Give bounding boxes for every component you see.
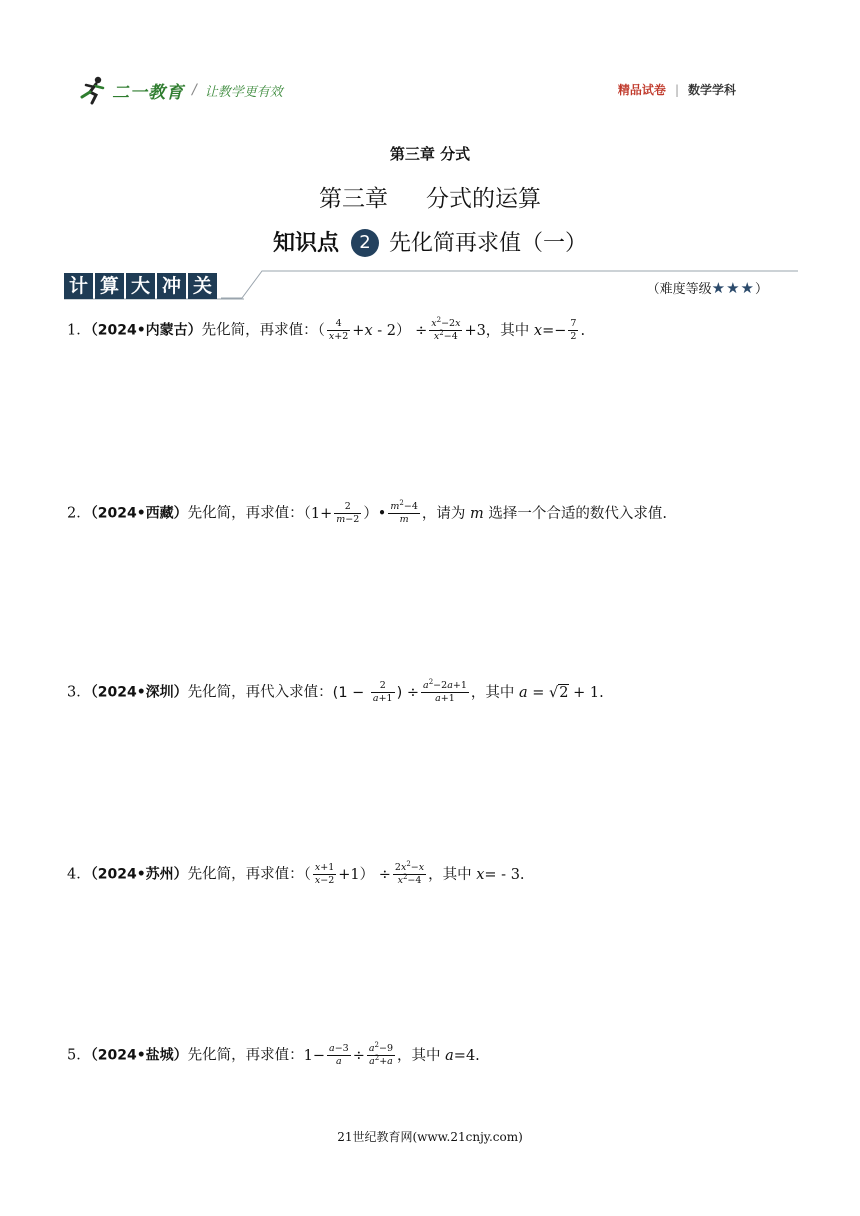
math-expression: （ $\frac{x+1}{x-2}$ +1） ÷ $\frac{2x^2-x}{x^2-4}$ ，其中 x= - 3. xyxy=(303,860,525,886)
problem-number: 4． xyxy=(67,866,91,883)
fraction: $\frac{a-3}{a}$ xyxy=(329,1043,349,1067)
banner-char: 计 xyxy=(64,273,93,299)
knowledge-point-heading xyxy=(0,226,860,257)
fraction: $\frac{2}{a+1}$ xyxy=(372,680,393,704)
problem-4 xyxy=(67,862,787,887)
problem-source: （2024•西藏） xyxy=(90,505,188,522)
problem-source: （2024•苏州） xyxy=(90,866,188,883)
problem-text: 先化简，再求值： xyxy=(187,866,304,883)
problem-source: （2024•深圳） xyxy=(90,684,188,701)
problem-text: 先化简，再代入求值： xyxy=(187,684,333,701)
math-expression: （1+ $\frac{2}{m-2}$ ）• $\frac{m^2-4}{m}$ ，请为 m 选择一个合适的数代入求值. xyxy=(303,499,667,525)
problem-source: （2024•盐城） xyxy=(90,1047,188,1064)
fraction: $\frac{2}{m-2}$ xyxy=(336,501,360,525)
knowledge-point-label: 知识点 xyxy=(272,231,339,256)
fraction: $\frac{7}{2}$ xyxy=(570,318,577,342)
logo xyxy=(76,72,283,108)
banner-char: 冲 xyxy=(157,273,186,299)
difficulty-label: （难度等级 xyxy=(646,282,712,297)
logo-text: 二一教育 xyxy=(112,82,184,103)
star-icons: ★★★ xyxy=(711,279,755,297)
math-expression: (1 − $\frac{2}{a+1}$ ) ÷ $\frac{a^2-2a+1}{a+1}$ ，其中 a = √2 + 1. xyxy=(332,678,604,704)
section-banner xyxy=(64,266,798,302)
math-expression: （ $\frac{4}{x+2}$ +x - 2） ÷ $\frac{x^2-2x}{x^2-4}$ +3，其中 x=− $\frac{7}{2}$ . xyxy=(317,316,586,342)
fraction: $\frac{a^2-9}{a^2+a}$ xyxy=(368,1041,394,1067)
banner-char: 关 xyxy=(188,273,217,299)
fraction: $\frac{m^2-4}{m}$ xyxy=(390,499,418,525)
math-expression: 1− $\frac{a-3}{a}$ ÷ $\frac{a^2-9}{a^2+a}$ ，其中 a=4. xyxy=(303,1041,480,1067)
page-footer: 21世纪教育网(www.21cnjy.com) xyxy=(337,1130,523,1144)
header-tags xyxy=(618,81,736,98)
page-header xyxy=(76,72,736,108)
problem-source: （2024•内蒙古） xyxy=(90,322,202,339)
problem-text: 先化简，再求值： xyxy=(187,1047,304,1064)
fraction: $\frac{a^2-2a+1}{a+1}$ xyxy=(423,678,467,704)
problem-3 xyxy=(67,680,787,705)
chapter-title xyxy=(0,180,860,213)
quality-badge: 精品试卷 xyxy=(617,83,666,97)
problem-number: 1． xyxy=(67,322,91,339)
problem-text: 先化简，再求值： xyxy=(201,322,318,339)
difficulty-rating xyxy=(647,278,768,297)
knowledge-point-number-badge: 2 xyxy=(351,229,379,257)
problem-text: 先化简，再求值： xyxy=(187,505,304,522)
fraction: $\frac{x+1}{x-2}$ xyxy=(314,862,335,886)
header-separator: | xyxy=(674,82,679,97)
knowledge-point-title: 先化简再求值（一） xyxy=(389,231,588,256)
fraction: $\frac{x^2-2x}{x^2-4}$ xyxy=(431,316,461,342)
logo-divider: / xyxy=(192,82,197,98)
problem-2 xyxy=(67,501,787,526)
runner-logo-icon xyxy=(76,75,110,105)
chapter-title-part2: 分式的运算 xyxy=(426,186,541,212)
square-root: √2 xyxy=(549,684,569,701)
problem-1 xyxy=(67,318,787,343)
chapter-title-part1: 第三章 xyxy=(319,186,388,212)
problem-number: 2． xyxy=(67,505,91,522)
problem-5 xyxy=(67,1043,787,1068)
logo-slogan: 让教学更有效 xyxy=(204,84,283,100)
problem-number: 3． xyxy=(67,684,91,701)
fraction: $\frac{4}{x+2}$ xyxy=(328,318,349,342)
subject-label: 数学学科 xyxy=(687,83,736,97)
difficulty-close: ） xyxy=(754,282,768,297)
banner-char: 大 xyxy=(126,273,155,299)
banner-char: 算 xyxy=(95,273,124,299)
problem-number: 5． xyxy=(67,1047,91,1064)
banner-title xyxy=(64,273,219,299)
fraction: $\frac{2x^2-x}{x^2-4}$ xyxy=(394,860,425,886)
chapter-caption: 第三章 分式 xyxy=(389,145,471,163)
